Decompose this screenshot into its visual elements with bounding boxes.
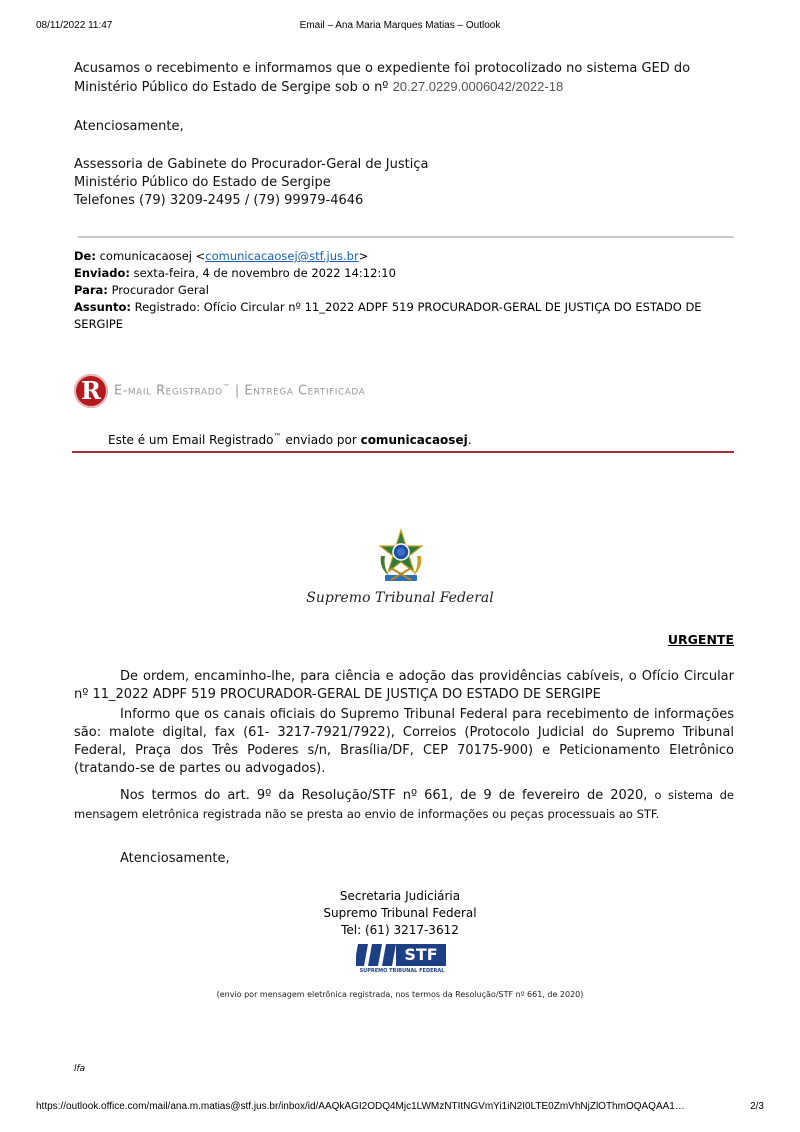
registered-email-banner (74, 374, 365, 408)
reply-line-1: Acusamos o recebimento e informamos que o expediente foi protocolizado no sistema GED do (74, 61, 691, 76)
registered-divider (72, 451, 734, 453)
to-row (74, 282, 734, 299)
initials: lfa (74, 1064, 86, 1074)
stf-greeting-text: Atenciosamente, (120, 851, 230, 866)
subject-row (74, 299, 734, 333)
banner-text-a: E-mail Registrado (114, 383, 223, 399)
subject-label: Assunto: (74, 300, 131, 314)
from-row (74, 248, 734, 265)
sent-label: Enviado: (74, 266, 130, 280)
print-page-number: 2/3 (750, 1101, 764, 1112)
coat-of-arms-icon (375, 528, 427, 584)
to-value: Procurador Geral (111, 283, 209, 297)
notice-end: . (467, 433, 472, 447)
stf-sig-line-2: Supremo Tribunal Federal (323, 906, 477, 920)
from-label: De: (74, 249, 96, 263)
stf-logo-subtitle: SUPREMO TRIBUNAL FEDERAL (359, 968, 445, 974)
stf-footnote: (envio por mensagem eletrônica registrada, nos termos da Resolução/STF nº 661, de 2020) (216, 990, 584, 999)
print-datetime: 08/11/2022 11:47 (36, 20, 113, 31)
reply-line-2 (74, 78, 690, 97)
paragraph-1-text: De ordem, encaminho-lhe, para ciência e adoção das providências cabíveis, o Ofício Circular nº 11_2022 ADPF 519 PROCURADOR-GERAL DE JUSTIÇA DO ESTADO DE SERGIPE (74, 669, 734, 702)
print-title: Email – Ana Maria Marques Matias – Outlook (299, 20, 501, 31)
original-headers (74, 248, 734, 333)
registered-logo-letter: R (81, 376, 101, 405)
banner-tm: ™ (222, 383, 231, 392)
reply-line-2-text: Ministério Público do Estado de Sergipe sob o nº (74, 80, 393, 95)
stf-logo (356, 942, 448, 976)
reply-sig-line-3: Telefones (79) 3209-2495 / (79) 99979-4646 (74, 193, 364, 208)
paragraph-1 (74, 668, 734, 704)
registered-notice (108, 432, 472, 447)
notice-sender: comunicacaosej (360, 433, 468, 447)
from-email-link[interactable]: comunicacaosej@stf.jus.br (205, 249, 359, 263)
from-name: comunicacaosej < (99, 249, 206, 263)
stf-script-title: Supremo Tribunal Federal (306, 590, 494, 606)
divider (78, 236, 734, 238)
notice-text-b: enviado por (281, 433, 361, 447)
reply-message (74, 60, 690, 97)
reply-sig-line-2: Ministério Público do Estado de Sergipe (74, 175, 331, 190)
paragraph-3-text-b: o sistema de mensagem eletrônica registrada não se presta ao envio de informações ou peças processuais ao STF. (74, 788, 734, 821)
notice-text-a: Este é um Email Registrado (108, 433, 274, 447)
paragraph-3-text-a: Nos termos do art. 9º da Resolução/STF nº 661, de 9 de fevereiro de 2020, (120, 788, 655, 803)
stf-sig-line-1: Secretaria Judiciária (339, 889, 461, 903)
print-url: https://outlook.office.com/mail/ana.m.matias@stf.jus.br/inbox/id/AAQkAGI2ODQ4Mjc1LWMzNTItNGVmYi1iN2I0LTE0ZmVhNjZlOThmOQAQAA1… (36, 1101, 685, 1112)
urgent-label: URGENTE (667, 632, 734, 647)
stf-signature (0, 888, 800, 939)
registered-logo-icon (74, 374, 108, 408)
paragraph-2-text: Informo que os canais oficiais do Supremo Tribunal Federal para recebimento de informações são: malote digital, fax (61- 3217-7921/7922), Correios (Protocolo Judicial do Supremo Tribunal Federal, Praça dos Três Poderes s/n, Brasília/DF, CEP 70175-900) e Peticionamento Eletrônico (tratando-se de partes ou advogados). (74, 707, 734, 776)
reply-signature (74, 156, 428, 210)
stf-greeting (74, 850, 734, 868)
sent-row (74, 265, 734, 282)
reply-sig-line-1: Assessoria de Gabinete do Procurador-Geral de Justiça (74, 157, 429, 172)
registered-banner-text (114, 383, 365, 398)
paragraph-3 (74, 786, 734, 824)
ged-number: 20.27.0229.0006042/2022-18 (392, 79, 564, 94)
from-close: > (358, 249, 369, 263)
stf-sig-line-3: Tel: (61) 3217-3612 (341, 923, 459, 937)
paragraph-2 (74, 706, 734, 778)
subject-value: Registrado: Ofício Circular nº 11_2022 ADPF 519 PROCURADOR-GERAL DE JUSTIÇA DO ESTADO DE SERGIPE (74, 300, 702, 331)
sent-value: sexta-feira, 4 de novembro de 2022 14:12:10 (133, 266, 396, 280)
reply-greeting: Atenciosamente, (74, 119, 184, 134)
to-label: Para: (74, 283, 108, 297)
banner-text-b: | Entrega Certificada (230, 383, 366, 399)
notice-tm: ™ (273, 432, 282, 441)
stf-logo-text: STF (404, 945, 438, 964)
